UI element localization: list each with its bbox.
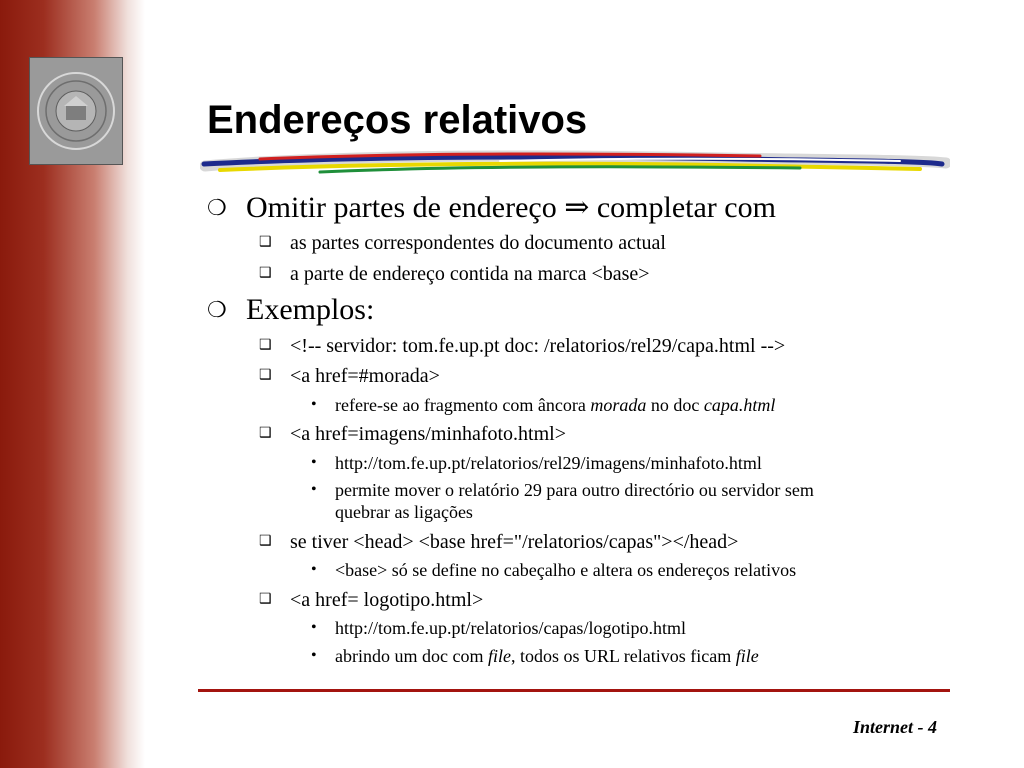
bullet-marker-box: ❑	[259, 338, 272, 353]
bullet-marker-dot: •	[311, 619, 317, 636]
bullet-text: <a href=#morada>	[290, 365, 440, 387]
footer-divider	[198, 689, 950, 692]
bullet-marker-box: ❑	[259, 426, 272, 441]
bullet-text: se tiver <head> <base href="/relatorios/capas"></head>	[290, 531, 739, 553]
university-seal-logo	[29, 57, 123, 165]
bullet-text: as partes correspondentes do documento actual	[290, 232, 666, 254]
bullet-text: http://tom.fe.up.pt/relatorios/capas/logotipo.html	[335, 618, 686, 638]
bullet-marker-dot: •	[311, 481, 317, 498]
bullet-marker-dot: •	[311, 454, 317, 471]
bullet-text: <a href= logotipo.html>	[290, 589, 484, 611]
bullet-text: permite mover o relatório 29 para outro directório ou servidor sem	[335, 480, 814, 500]
bullet-marker-dot: •	[311, 647, 317, 664]
bullet-text: Exemplos:	[246, 293, 375, 326]
bullet-marker-dot: •	[311, 561, 317, 578]
bullet-marker-circle: ❍	[207, 297, 227, 322]
bullet-marker-box: ❑	[259, 266, 272, 281]
bullet-text-continuation: quebrar as ligações	[335, 502, 473, 522]
bullet-text: abrindo um doc com file, todos os URL relativos ficam file	[335, 646, 759, 666]
bullet-marker-box: ❑	[259, 592, 272, 607]
slide-footer: Internet - 4	[852, 717, 937, 737]
bullet-marker-circle: ❍	[207, 195, 227, 220]
slide-title: Endereços relativos	[207, 98, 588, 142]
bullet-text: <a href=imagens/minhafoto.html>	[290, 423, 566, 445]
bullet-marker-dot: •	[311, 396, 317, 413]
bullet-text: refere-se ao fragmento com âncora morada no doc capa.html	[335, 395, 776, 415]
bullet-text: Omitir partes de endereço ⇒ completar com	[246, 191, 776, 224]
bullet-marker-box: ❑	[259, 534, 272, 549]
brush-stroke-divider	[200, 148, 950, 180]
bullet-marker-box: ❑	[259, 368, 272, 383]
bullet-text: a parte de endereço contida na marca <base>	[290, 263, 650, 285]
bullet-text: <!-- servidor: tom.fe.up.pt doc: /relatorios/rel29/capa.html -->	[290, 335, 786, 357]
bullet-marker-box: ❑	[259, 235, 272, 250]
bullet-text: http://tom.fe.up.pt/relatorios/rel29/imagens/minhafoto.html	[335, 453, 762, 473]
bullet-text: <base> só se define no cabeçalho e altera os endereços relativos	[335, 560, 797, 580]
